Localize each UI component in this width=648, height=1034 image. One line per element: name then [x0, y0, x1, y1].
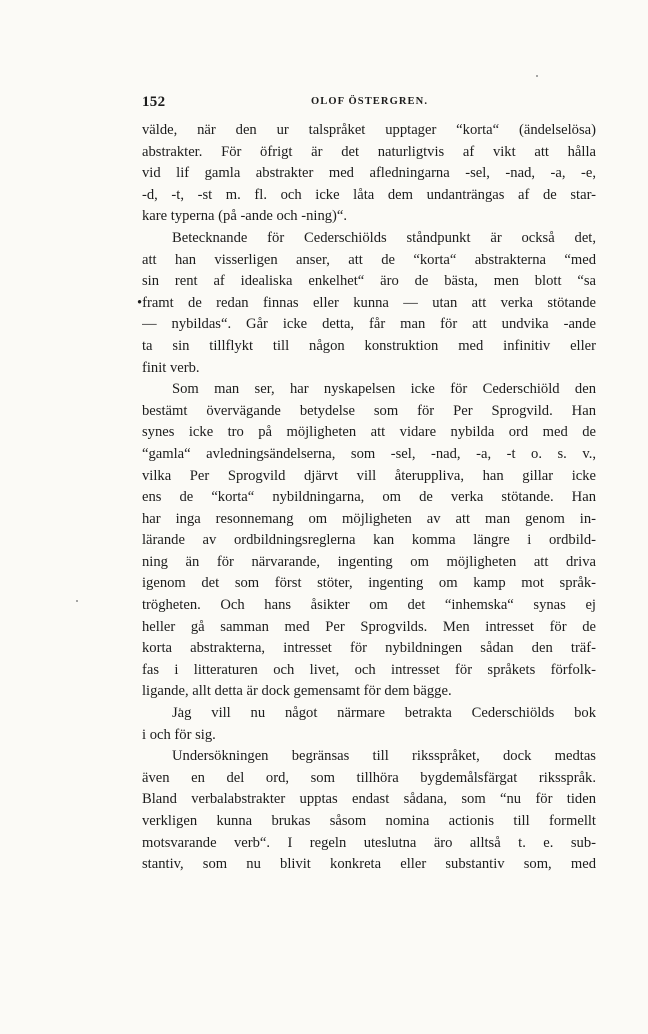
text-line: har inga resonnemang om möjligheten av att man genom in-	[142, 510, 596, 527]
text-line: — nybildas“. Går icke detta, får man för att undvika -ande	[142, 316, 596, 333]
text-line: igenom det som först stöter, ingenting om kamp mot språk-	[142, 575, 596, 592]
text-line: lärande av ordbildningsreglerna kan komma längre i ordbild-	[142, 532, 596, 549]
text-line: stantiv, som nu blivit konkreta eller substantiv som, med	[142, 856, 596, 873]
text-line: Bland verbalabstrakter upptas endast sådana, som “nu för tiden	[142, 791, 596, 808]
text-line: motsvarande verb“. I regeln uteslutna äro alltså t. e. sub-	[142, 834, 596, 851]
text-line: Som man ser, har nyskapelsen icke för Cederschiöld den	[172, 381, 596, 398]
text-line: bestämt övervägande betydelse som för Per Sprogvild. Han	[142, 402, 596, 419]
text-line: finit verb.	[142, 359, 200, 376]
text-line: heller gå samman med Per Sprogvilds. Men intresset för de	[142, 618, 596, 635]
text-line: att han visserligen anser, att de “korta“ abstrakterna “med	[142, 251, 596, 268]
page-number: 152	[142, 94, 166, 110]
text-line: kare typerna (på -ande och -ning)“.	[142, 208, 348, 225]
text-line: ens de “korta“ nybildningarna, om de verka stötande. Han	[142, 489, 596, 506]
text-line: i och för sig.	[142, 726, 216, 743]
text-line: Undersökningen begränsas till riksspråket, dock medtas	[172, 748, 596, 765]
text-line: Jag vill nu något närmare betrakta Cederschiölds bok	[172, 705, 596, 722]
text-line: vid lif gamla abstrakter med afledningarna -sel, -nad, -a, -e,	[142, 165, 596, 182]
text-line: även en del ord, som tillhöra bygdemålsfärgat riksspråk.	[142, 769, 596, 786]
text-line: fas i litteraturen och livet, och intresset för språkets förfolk-	[142, 661, 596, 678]
text-line: ligande, allt detta är dock gemensamt för dem bägge.	[142, 683, 452, 700]
stray-mark	[536, 75, 538, 77]
text-line: vilka Per Sprogvild djärvt vill återuppliva, han gillar icke	[142, 467, 596, 484]
text-line: välde, när den ur talspråket upptager “korta“ (ändelselösa)	[142, 122, 596, 138]
stray-mark	[76, 600, 78, 602]
text-line: abstrakter. För öfrigt är det naturligtvis af vikt att hålla	[142, 143, 596, 160]
text-line: •framt de redan finnas eller kunna — utan att verka stötande	[137, 294, 596, 311]
body-text	[137, 120, 596, 876]
text-line: synes icke tro på möjligheten att vidare nybilda ord med de	[142, 424, 596, 441]
text-line: sin rent af idealiska enkelhet“ äro de bästa, men blott “sa	[142, 273, 596, 290]
text-line: ning än för närvarande, ingenting om möjligheten att driva	[142, 553, 596, 570]
running-title: OLOF ÖSTERGREN.	[311, 96, 429, 107]
text-line: Betecknande för Cederschiölds ståndpunkt är också det,	[172, 229, 596, 246]
text-line: korta abstrakterna, intresset för nybildningen sådan den träf-	[142, 640, 596, 657]
text-line: trögheten. Och hans åsikter om det “inhemska“ synas ej	[142, 597, 596, 614]
text-line: “gamla“ avledningsändelserna, som -sel, -nad, -a, -t o. s. v.,	[142, 445, 596, 462]
text-line: verkligen kunna brukas såsom nomina actionis till formellt	[142, 813, 596, 829]
text-line: ta sin tillflykt till någon konstruktion med infinitiv eller	[142, 337, 596, 354]
text-line: -d, -t, -st m. fl. och icke låta dem undanträngas af de star-	[142, 186, 596, 203]
